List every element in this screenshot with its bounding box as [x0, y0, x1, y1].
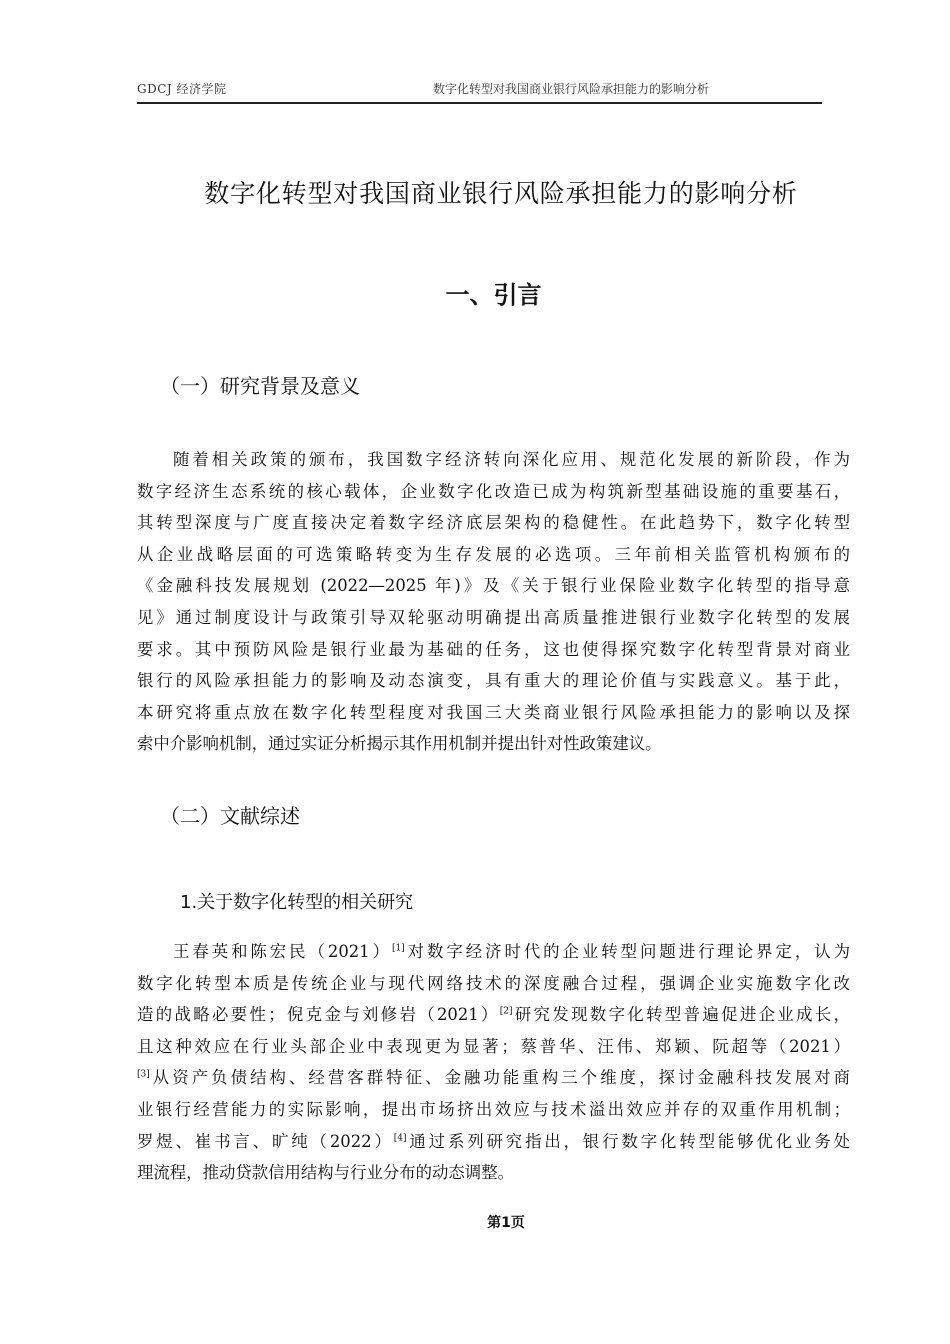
text-line: 本研究将重点放在数字化转型程度对我国三大类商业银行风险承担能力的影响以及探 — [137, 702, 850, 722]
text-line: 索中介影响机制，通过实证分析揭示其作用机制并提出针对性政策建议。 — [137, 734, 662, 754]
citation-ref[interactable]: [4] — [393, 1133, 407, 1144]
citation-ref[interactable]: [1] — [391, 943, 405, 954]
text-line: [3]从资产负债结构、经营客群特征、金融功能重构三个维度，探讨金融科技发展对商 — [137, 1068, 850, 1088]
text-line: 从企业战略层面的可选策略转变为生存发展的必选项。三年前相关监管机构颁布的 — [137, 544, 850, 564]
paper-title: 数字化转型对我国商业银行风险承担能力的影响分析 — [204, 179, 798, 208]
citation-ref[interactable]: [3] — [137, 1069, 150, 1080]
header-institution: GDCJ 经济学院 — [137, 82, 227, 96]
text-line: 且这种效应在行业头部企业中表现更为显著；蔡普华、汪伟、郑颖、阮超等（2021） — [137, 1036, 850, 1056]
text-line: 罗煜、崔书言、旷纯（2022）[4]通过系列研究指出，银行数字化转型能够优化业务处 — [137, 1131, 851, 1151]
text-line: 《金融科技发展规划 (2022—2025 年)》及《关于银行业保险业数字化转型的指导意 — [137, 576, 850, 596]
text-line: 随着相关政策的颁布，我国数字经济转向深化应用、规范化发展的新阶段，作为 — [173, 450, 850, 469]
text-line: 银行的风险承担能力的影响及动态演变，具有重大的理论价值与实践意义。基于此， — [137, 671, 850, 691]
paragraph-background — [137, 444, 850, 760]
header-title: 数字化转型对我国商业银行风险承担能力的影响分析 — [433, 82, 710, 96]
subsection-heading-background: （一）研究背景及意义 — [160, 374, 360, 398]
section-heading-introduction: 一、引言 — [445, 281, 542, 309]
text-line: 理流程，推动贷款信用结构与行业分布的动态调整。 — [137, 1163, 514, 1183]
paragraph-literature — [137, 936, 850, 1189]
citation-ref[interactable]: [2] — [499, 1006, 513, 1017]
page-number: 第1页 — [487, 1215, 525, 1231]
subsubsection-heading-digital-transformation: 1.关于数字化转型的相关研究 — [180, 892, 414, 913]
text-line: 数字化转型本质是传统企业与现代网络技术的深度融合过程，强调企业实施数字化改 — [137, 973, 850, 993]
text-line: 要求。其中预防风险是银行业最为基础的任务，这也使得探究数字化转型背景对商业 — [137, 639, 850, 659]
text-line: 王春英和陈宏民（2021）[1]对数字经济时代的企业转型问题进行理论界定，认为 — [173, 942, 850, 961]
subsection-heading-literature: （二）文献综述 — [160, 804, 300, 828]
text-line: 数字经济生态系统的核心载体，企业数字化改造已成为构筑新型基础设施的重要基石， — [137, 481, 850, 501]
text-line: 业银行经营能力的实际影响，提出市场挤出效应与技术溢出效应并存的双重作用机制； — [137, 1099, 850, 1119]
running-header — [137, 78, 822, 104]
text-line: 造的战略必要性；倪克金与刘修岩（2021）[2]研究发现数字化转型普遍促进企业成长， — [137, 1005, 851, 1025]
text-line: 见》通过制度设计与政策引导双轮驱动明确提出高质量推进银行业数字化转型的发展 — [137, 607, 850, 627]
text-line: 其转型深度与广度直接决定着数字经济底层架构的稳健性。在此趋势下，数字化转型 — [137, 513, 850, 533]
